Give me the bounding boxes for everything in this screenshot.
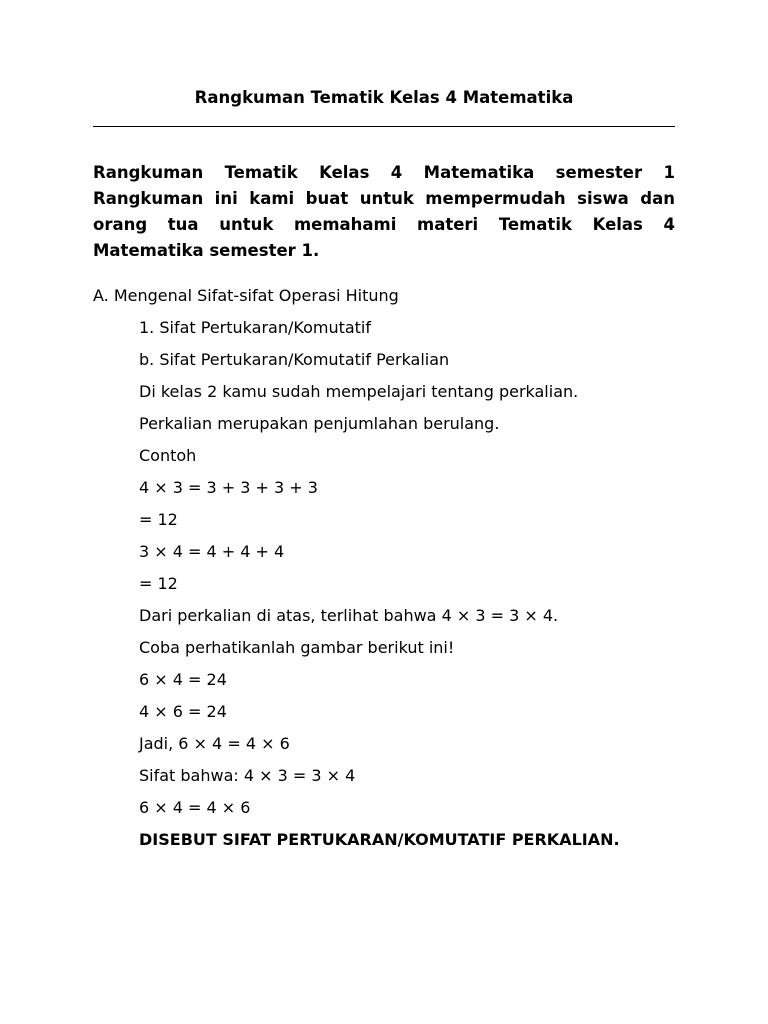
- section-heading: A. Mengenal Sifat-sifat Operasi Hitung: [93, 286, 399, 305]
- content-line: Contoh: [139, 446, 197, 465]
- equation-line: = 12: [139, 574, 178, 593]
- conclusion-line: DISEBUT SIFAT PERTUKARAN/KOMUTATIF PERKALIAN.: [139, 830, 620, 849]
- content-line: Di kelas 2 kamu sudah mempelajari tentang perkalian.: [139, 382, 579, 401]
- content-lines: [139, 316, 620, 860]
- equation-line: 4 × 3 = 3 + 3 + 3 + 3: [139, 478, 318, 497]
- content-line: Coba perhatikanlah gambar berikut ini!: [139, 638, 455, 657]
- equation-line: 4 × 6 = 24: [139, 702, 227, 721]
- content-line: Dari perkalian di atas, terlihat bahwa 4 × 3 = 3 × 4.: [139, 606, 559, 625]
- title-divider: [93, 126, 675, 127]
- equation-line: Jadi, 6 × 4 = 4 × 6: [139, 734, 290, 753]
- document-title: Rangkuman Tematik Kelas 4 Matematika: [194, 88, 574, 107]
- equation-line: 6 × 4 = 24: [139, 670, 227, 689]
- equation-line: = 12: [139, 510, 178, 529]
- intro-paragraph: Rangkuman Tematik Kelas 4 Matematika semester 1 Rangkuman ini kami buat untuk mempermudah siswa dan orang tua untuk memahami materi Tematik Kelas 4 Matematika semester 1.: [93, 163, 675, 260]
- equation-line: 3 × 4 = 4 + 4 + 4: [139, 542, 285, 561]
- subsection-heading: 1. Sifat Pertukaran/Komutatif: [139, 318, 372, 337]
- equation-line: 6 × 4 = 4 × 6: [139, 798, 251, 817]
- equation-line: Sifat bahwa: 4 × 3 = 3 × 4: [139, 766, 356, 785]
- content-line: Perkalian merupakan penjumlahan berulang.: [139, 414, 500, 433]
- subsection-heading: b. Sifat Pertukaran/Komutatif Perkalian: [139, 350, 450, 369]
